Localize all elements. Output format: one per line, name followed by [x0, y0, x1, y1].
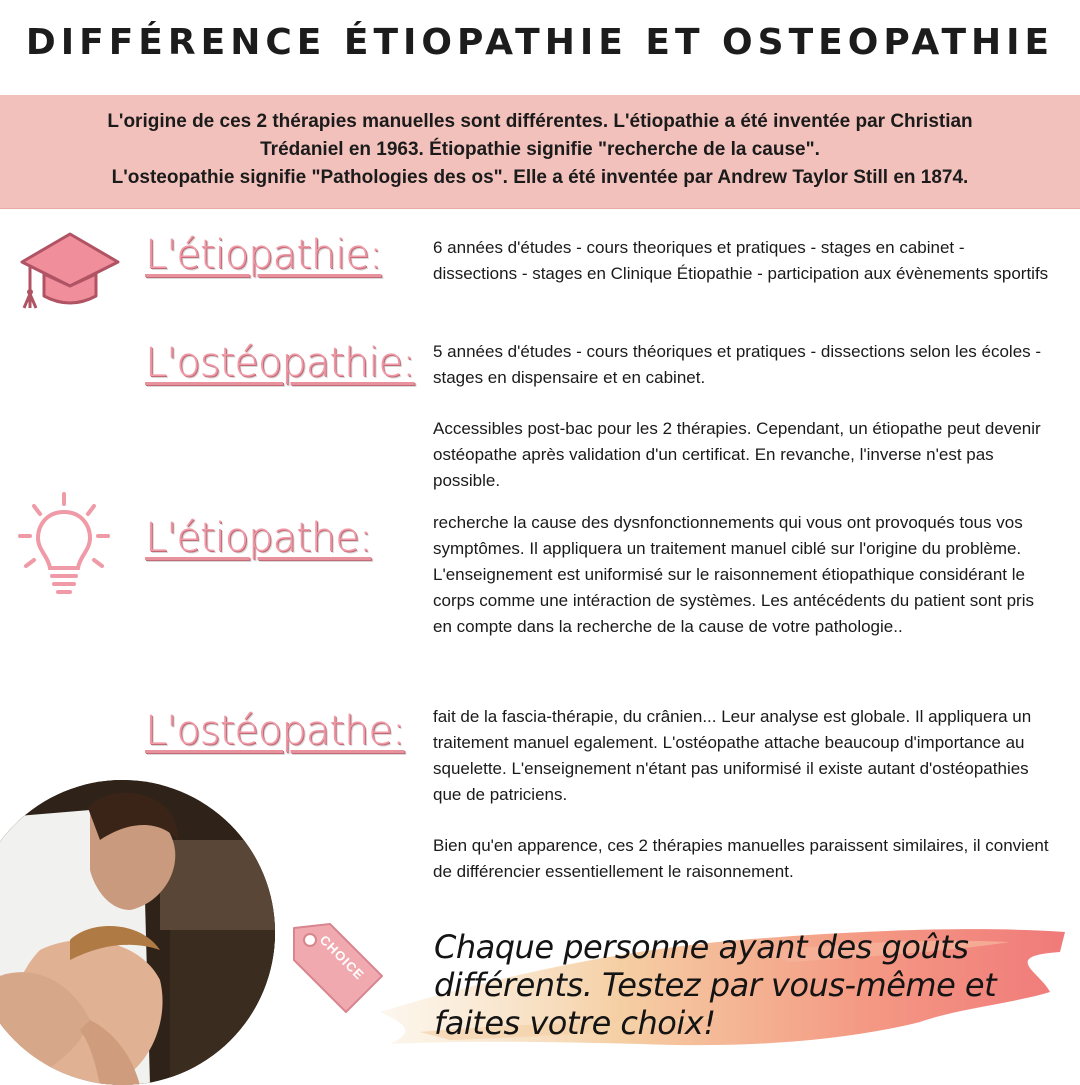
treatment-photo: [0, 780, 275, 1085]
graduation-cap-icon: [16, 228, 124, 312]
osteopathie-text: 5 années d'études - cours théoriques et pratiques - dissections selon les écoles - stages en dispensaire et en cabinet.: [433, 342, 1042, 387]
osteopathie-label: L'ostéopathie:: [145, 340, 415, 386]
tag-label: CHOICE: [316, 932, 368, 983]
intro-line-2: Trédaniel en 1963. Étiopathie signifie "recherche de la cause".: [260, 139, 820, 160]
intro-banner: [0, 95, 1080, 209]
intro-text: [30, 108, 1050, 192]
etiopathie-text: 6 années d'études - cours theoriques et pratiques - stages en cabinet - dissections - stages en Clinique Étiopathie - participation aux évènements sportifs: [433, 238, 1049, 283]
lightbulb-icon: [16, 490, 112, 602]
osteopathe-label: L'ostéopathe:: [145, 708, 405, 754]
etiopathie-label: L'étiopathie:: [145, 232, 382, 278]
osteopathe-text: fait de la fascia-thérapie, du crânien... Leur analyse est globale. Il appliquera un traitement manuel egalement. L'ostéopathe attache beaucoup d'importance au squelette. L'enseignement n'étant pas uniformisé il existe autant d'ostéopathies que de patriciens.: [433, 707, 1032, 804]
choice-message: Chaque personne ayant des goûts différents. Testez par vous-même et faites votre choix!: [434, 928, 997, 1042]
price-tag-icon: [288, 918, 388, 1018]
etiopathe-label: L'étiopathe:: [145, 515, 372, 561]
page-title: DIFFÉRENCE ÉTIOPATHIE ET OSTEOPATHIE: [25, 22, 1055, 63]
intro-line-1: L'origine de ces 2 thérapies manuelles sont différentes. L'étiopathie a été inventée par Christian: [107, 111, 973, 132]
access-text: Accessibles post-bac pour les 2 thérapies. Cependant, un étiopathe peut devenir ostéopathe après validation d'un certificat. En revanche, l'inverse n'est pas possible.: [433, 419, 1041, 490]
intro-line-3: L'osteopathie signifie "Pathologies des os". Elle a été inventée par Andrew Taylor Still en 1874.: [111, 167, 969, 188]
etiopathe-text: recherche la cause des dysnfonctionnements qui vous ont provoqués tous vos symptômes. Il appliquera un traitement manuel ciblé sur l'origine du problème. L'enseignement est uniformisé sur le raisonnement étiopathique considérant le corps comme une intéraction de systèmes. Les antécédents du patient sont pris en compte dans la recherche de la cause de votre pathologie..: [433, 513, 1034, 636]
conclusion-text: Bien qu'en apparence, ces 2 thérapies manuelles paraissent similaires, il convient de différencier essentiellement le raisonnement.: [433, 836, 1049, 881]
